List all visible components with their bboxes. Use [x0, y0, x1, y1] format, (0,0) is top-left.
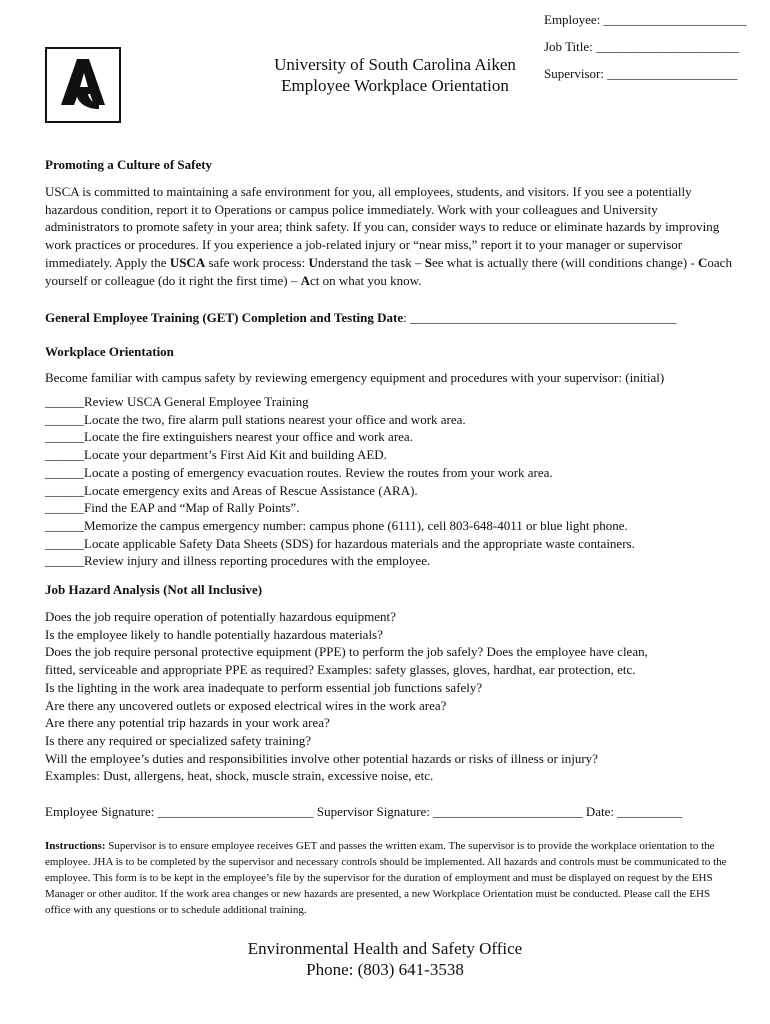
- jha-questions: [45, 608, 648, 785]
- orientation-intro: Become familiar with campus safety by reviewing emergency equipment and procedures with your supervisor: (initial): [45, 370, 665, 385]
- checklist-item[interactable]: ______Review injury and illness reporting procedures with the employee.: [45, 553, 431, 569]
- process-letter-a: A: [300, 272, 310, 288]
- safety-intro-text: USCA is committed to maintaining a safe environment for you, all employees, students, and visitors. If you see a potentially hazardous condition, report it to Operations or campus police immediately. Work with your colleagues and University administrators to promote safety in your area; think safety. If you can, consider ways to reduce or eliminate hazards by improving work practices or procedures. If you experience a job-related injury or “near miss,” report it to your manager or supervisor immediately. Apply the: [45, 184, 720, 270]
- get-date-field[interactable]: [45, 309, 735, 327]
- orientation-checklist: [45, 393, 635, 570]
- checklist-item[interactable]: ______Locate applicable Safety Data Sheets (SDS) for hazardous materials and the appropriate waste containers.: [45, 535, 635, 551]
- title-line-1: University of South Carolina Aiken: [274, 55, 516, 74]
- title-line-2: Employee Workplace Orientation: [281, 76, 509, 95]
- jha-line: Does the job require personal protective equipment (PPE) to perform the job safely? Does the employee have clean,: [45, 644, 648, 660]
- process-letter-u: U: [308, 254, 318, 270]
- safety-paragraph: [45, 183, 735, 289]
- process-text-3: ee what is actually there (will conditions change) -: [431, 254, 699, 270]
- usc-aiken-logo: [45, 47, 121, 123]
- safety-heading: Promoting a Culture of Safety: [45, 157, 213, 172]
- checklist-item[interactable]: ______Locate the two, fire alarm pull stations nearest your office and work area.: [45, 411, 466, 427]
- checklist-item[interactable]: ______Find the EAP and “Map of Rally Points”.: [45, 500, 300, 516]
- footer-office: Environmental Health and Safety Office: [247, 939, 523, 958]
- checklist-item[interactable]: ______Review USCA General Employee Training: [45, 394, 309, 409]
- jha-heading: Job Hazard Analysis (Not all Inclusive): [45, 582, 263, 597]
- instructions-text: Supervisor is to ensure employee receives GET and passes the written exam. The supervisor is to provide the workplace orientation to the employee. JHA is to be completed by the supervisor and necessary controls should be implemented. All hazards and controls must be communicated to the employee. This form is to be kept in the employee’s file by the supervisor for the duration of employment and must be displayed on request by the EHS Manager or other auditor. If the work area changes or new hazards are presented, a new Workplace Orientation must be conducted. Please call the EHS office with any questions or to schedule additional training.: [45, 840, 727, 916]
- footer-phone: Phone: (803) 641-3538: [306, 960, 464, 979]
- jha-line: Is there any required or specialized safety training?: [45, 732, 312, 748]
- job-title-field[interactable]: Job Title: ______________________: [544, 39, 740, 54]
- jha-line: Is the lighting in the work area inadequate to perform essential job functions safely?: [45, 679, 483, 695]
- get-label: General Employee Training (GET) Completion and Testing Date: [45, 310, 404, 325]
- jha-line: Does the job require operation of potentially hazardous equipment?: [45, 609, 396, 624]
- process-text-4: oach yourself or colleague (do it right the first time) –: [45, 254, 732, 288]
- jha-line: fitted, serviceable and appropriate PPE as required? Examples: safety glasses, gloves, hardhat, ear protection, etc.: [45, 662, 636, 678]
- checklist-item[interactable]: ______Locate emergency exits and Areas of Rescue Assistance (ARA).: [45, 482, 418, 498]
- checklist-item[interactable]: ______Locate a posting of emergency evacuation routes. Review the routes from your work area.: [45, 464, 553, 480]
- process-letter-s: S: [424, 254, 432, 270]
- instructions-label: Instructions:: [45, 840, 106, 852]
- jha-line: Is the employee likely to handle potentially hazardous materials?: [45, 626, 383, 642]
- get-line[interactable]: : _________________________________________: [403, 310, 677, 325]
- checklist-item[interactable]: ______Memorize the campus emergency number: campus phone (6111), cell 803-648-4011 or blue light phone.: [45, 517, 628, 533]
- jha-line: Are there any potential trip hazards in your work area?: [45, 715, 330, 731]
- jha-line: Are there any uncovered outlets or exposed electrical wires in the work area?: [45, 697, 447, 713]
- footer: [0, 938, 770, 980]
- process-text-5: ct on what you know.: [310, 272, 422, 288]
- process-letter-c: C: [698, 254, 708, 270]
- supervisor-field[interactable]: Supervisor: ____________________: [544, 66, 738, 81]
- employee-field[interactable]: Employee: ______________________: [544, 12, 747, 27]
- process-text-2: nderstand the task –: [317, 254, 425, 270]
- instructions-block: [45, 838, 730, 918]
- checklist-item[interactable]: ______Locate your department’s First Aid Kit and building AED.: [45, 447, 387, 463]
- document-title: [230, 54, 560, 96]
- jha-line: Examples: Dust, allergens, heat, shock, muscle strain, excessive noise, etc.: [45, 768, 434, 784]
- jha-line: Will the employee’s duties and responsibilities involve other potential hazards or risks of illness or injury?: [45, 750, 598, 766]
- usca-bold: USCA: [169, 254, 206, 270]
- process-text-1: safe work process:: [205, 254, 309, 270]
- orientation-heading: Workplace Orientation: [45, 344, 174, 359]
- signature-line[interactable]: Employee Signature: ________________________ Supervisor Signature: _______________________ Date: __________: [45, 804, 683, 819]
- checklist-item[interactable]: ______Locate the fire extinguishers nearest your office and work area.: [45, 429, 413, 445]
- usc-aiken-a-logo-icon: [47, 49, 119, 121]
